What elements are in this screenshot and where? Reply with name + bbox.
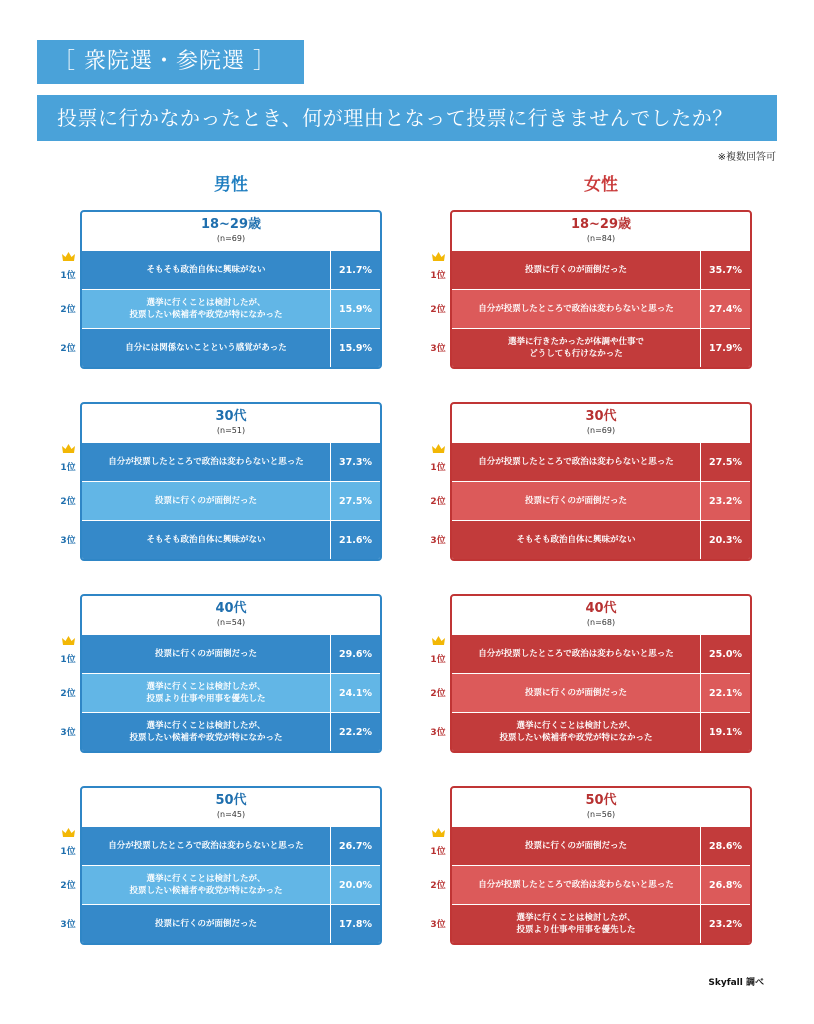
reason-text: 投票に行くのが面倒だった — [452, 827, 701, 865]
female-group-3 — [430, 594, 752, 753]
rank-labels — [58, 634, 78, 751]
survey-question: 投票に行かなかったとき、何が理由となって投票に行きませんでしたか？ — [37, 95, 777, 141]
card-header — [82, 404, 380, 442]
percentage-value: 23.2% — [709, 918, 742, 930]
sample-size: (n=56) — [586, 810, 616, 819]
age-group-label: 18~29歳 — [200, 217, 262, 232]
percentage-value: 28.6% — [709, 840, 742, 852]
reason-text: 選挙に行くことは検討したが、 投票したい候補者や政党が特になかった — [452, 713, 701, 751]
sample-size: (n=69) — [586, 426, 616, 435]
rank-label: 2位 — [430, 689, 446, 699]
rank-label — [428, 634, 448, 673]
rank-labels — [58, 826, 78, 943]
sample-size: (n=69) — [216, 234, 246, 243]
male-group-4 — [60, 786, 382, 945]
age-group-label: 50代 — [215, 793, 247, 808]
percentage-value: 22.1% — [709, 687, 742, 699]
female-group-1 — [430, 210, 752, 369]
reason-text: 選挙に行くことは検討したが、 投票したい候補者や政党が特になかった — [82, 713, 331, 751]
card-header — [82, 596, 380, 634]
ranking-row — [82, 904, 380, 943]
reason-text: 選挙に行くことは検討したが、 投票より仕事や用事を優先した — [82, 674, 331, 712]
sample-size: (n=45) — [216, 810, 246, 819]
female-ranking-card — [450, 402, 752, 561]
reason-text: 選挙に行くことは検討したが、 投票したい候補者や政党が特になかった — [82, 866, 331, 904]
age-group-label: 30代 — [215, 409, 247, 424]
rank-label: 2位 — [430, 305, 446, 315]
ranking-row — [82, 634, 380, 673]
ranking-row — [452, 250, 750, 289]
percentage-value: 26.8% — [709, 879, 742, 891]
crown-icon — [432, 636, 445, 645]
ranking-row — [452, 328, 750, 367]
percentage-value: 37.3% — [339, 456, 372, 468]
crown-icon — [432, 252, 445, 261]
ranking-row — [82, 865, 380, 904]
percentage-value: 22.2% — [339, 726, 372, 738]
ranking-row — [452, 289, 750, 328]
crown-icon — [62, 828, 75, 837]
multiple-answer-note: ※複数回答可 — [717, 152, 776, 163]
card-header — [82, 788, 380, 826]
percentage-value: 15.9% — [339, 303, 372, 315]
crown-icon — [62, 444, 75, 453]
female-group-2 — [430, 402, 752, 561]
rank-label — [58, 826, 78, 865]
percentage-value: 15.9% — [339, 342, 372, 354]
rank-labels — [428, 826, 448, 943]
reason-text: 自分には関係ないことという感覚があった — [82, 329, 331, 367]
reason-text: 自分が投票したところで政治は変わらないと思った — [452, 290, 701, 328]
male-group-1 — [60, 210, 382, 369]
reason-text: 投票に行くのが面倒だった — [82, 635, 331, 673]
rank-labels — [428, 634, 448, 751]
ranking-row — [452, 826, 750, 865]
sample-size: (n=84) — [586, 234, 616, 243]
ranking-row — [82, 328, 380, 367]
rank-labels — [58, 442, 78, 559]
source-credit: Skyfall 調べ — [708, 978, 764, 988]
sample-size: (n=54) — [216, 618, 246, 627]
ranking-row — [452, 442, 750, 481]
reason-text: 自分が投票したところで政治は変わらないと思った — [452, 443, 701, 481]
age-group-label: 18~29歳 — [570, 217, 632, 232]
ranking-row — [82, 520, 380, 559]
crown-icon — [432, 828, 445, 837]
rank-text: 1位 — [60, 271, 76, 281]
crown-icon — [432, 444, 445, 453]
rank-label: 2位 — [60, 881, 76, 891]
rank-label — [58, 250, 78, 289]
sample-size: (n=51) — [216, 426, 246, 435]
rank-label: 2位 — [60, 305, 76, 315]
rank-labels — [428, 250, 448, 367]
female-group-4 — [430, 786, 752, 945]
rank-label: 3位 — [430, 344, 446, 354]
reason-text: 投票に行くのが面倒だった — [82, 905, 331, 943]
female-ranking-card — [450, 786, 752, 945]
male-group-3 — [60, 594, 382, 753]
ranking-row — [452, 673, 750, 712]
rank-label: 3位 — [60, 728, 76, 738]
rank-label: 3位 — [60, 920, 76, 930]
category-tag: ［ 衆院選・参院選 ］ — [37, 40, 304, 84]
male-ranking-card — [80, 210, 382, 369]
ranking-row — [452, 712, 750, 751]
rank-label — [428, 826, 448, 865]
rank-text: 1位 — [60, 847, 76, 857]
percentage-value: 23.2% — [709, 495, 742, 507]
percentage-value: 21.7% — [339, 264, 372, 276]
percentage-value: 20.0% — [339, 879, 372, 891]
rank-label — [58, 634, 78, 673]
percentage-value: 27.5% — [709, 456, 742, 468]
rank-text: 1位 — [430, 463, 446, 473]
reason-text: 自分が投票したところで政治は変わらないと思った — [452, 866, 701, 904]
age-group-label: 40代 — [585, 601, 617, 616]
crown-icon — [62, 252, 75, 261]
ranking-row — [452, 634, 750, 673]
reason-text: 選挙に行きたかったが体調や仕事で どうしても行けなかった — [452, 329, 701, 367]
rank-text: 1位 — [60, 655, 76, 665]
percentage-value: 27.5% — [339, 495, 372, 507]
rank-label: 2位 — [60, 689, 76, 699]
reason-text: そもそも政治自体に興味がない — [82, 251, 331, 289]
percentage-value: 17.9% — [709, 342, 742, 354]
rank-label — [58, 442, 78, 481]
card-header — [452, 788, 750, 826]
female-column-title: 女性 — [584, 175, 618, 195]
percentage-value: 26.7% — [339, 840, 372, 852]
reason-text: 自分が投票したところで政治は変わらないと思った — [82, 443, 331, 481]
rank-label: 2位 — [60, 344, 76, 354]
male-column-title: 男性 — [214, 175, 248, 195]
ranking-row — [452, 481, 750, 520]
reason-text: 自分が投票したところで政治は変わらないと思った — [452, 635, 701, 673]
age-group-label: 50代 — [585, 793, 617, 808]
female-ranking-card — [450, 210, 752, 369]
percentage-value: 24.1% — [339, 687, 372, 699]
male-ranking-card — [80, 594, 382, 753]
ranking-row — [82, 826, 380, 865]
male-ranking-card — [80, 402, 382, 561]
rank-label: 3位 — [430, 536, 446, 546]
percentage-value: 25.0% — [709, 648, 742, 660]
rank-label: 2位 — [430, 497, 446, 507]
reason-text: 自分が投票したところで政治は変わらないと思った — [82, 827, 331, 865]
ranking-row — [82, 442, 380, 481]
ranking-row — [82, 289, 380, 328]
rank-label: 3位 — [430, 920, 446, 930]
reason-text: 選挙に行くことは検討したが、 投票したい候補者や政党が特になかった — [82, 290, 331, 328]
rank-label — [428, 442, 448, 481]
age-group-label: 30代 — [585, 409, 617, 424]
rank-label: 3位 — [430, 728, 446, 738]
percentage-value: 17.8% — [339, 918, 372, 930]
reason-text: そもそも政治自体に興味がない — [452, 521, 701, 559]
rank-text: 1位 — [60, 463, 76, 473]
percentage-value: 19.1% — [709, 726, 742, 738]
ranking-row — [82, 712, 380, 751]
rank-text: 1位 — [430, 655, 446, 665]
reason-text: 投票に行くのが面倒だった — [452, 251, 701, 289]
rank-text: 1位 — [430, 271, 446, 281]
card-header — [452, 404, 750, 442]
ranking-row — [82, 481, 380, 520]
reason-text: 投票に行くのが面倒だった — [452, 674, 701, 712]
card-header — [452, 212, 750, 250]
percentage-value: 35.7% — [709, 264, 742, 276]
percentage-value: 29.6% — [339, 648, 372, 660]
rank-label: 3位 — [60, 536, 76, 546]
male-ranking-card — [80, 786, 382, 945]
crown-icon — [62, 636, 75, 645]
sample-size: (n=68) — [586, 618, 616, 627]
percentage-value: 21.6% — [339, 534, 372, 546]
rank-labels — [58, 250, 78, 367]
card-header — [82, 212, 380, 250]
age-group-label: 40代 — [215, 601, 247, 616]
rank-label: 2位 — [60, 497, 76, 507]
reason-text: 投票に行くのが面倒だった — [82, 482, 331, 520]
reason-text: そもそも政治自体に興味がない — [82, 521, 331, 559]
rank-labels — [428, 442, 448, 559]
reason-text: 投票に行くのが面倒だった — [452, 482, 701, 520]
reason-text: 選挙に行くことは検討したが、 投票より仕事や用事を優先した — [452, 905, 701, 943]
male-group-2 — [60, 402, 382, 561]
rank-label — [428, 250, 448, 289]
female-ranking-card — [450, 594, 752, 753]
rank-text: 1位 — [430, 847, 446, 857]
rank-label: 2位 — [430, 881, 446, 891]
ranking-row — [452, 904, 750, 943]
percentage-value: 20.3% — [709, 534, 742, 546]
ranking-row — [82, 673, 380, 712]
ranking-row — [452, 865, 750, 904]
percentage-value: 27.4% — [709, 303, 742, 315]
card-header — [452, 596, 750, 634]
ranking-row — [82, 250, 380, 289]
ranking-row — [452, 520, 750, 559]
